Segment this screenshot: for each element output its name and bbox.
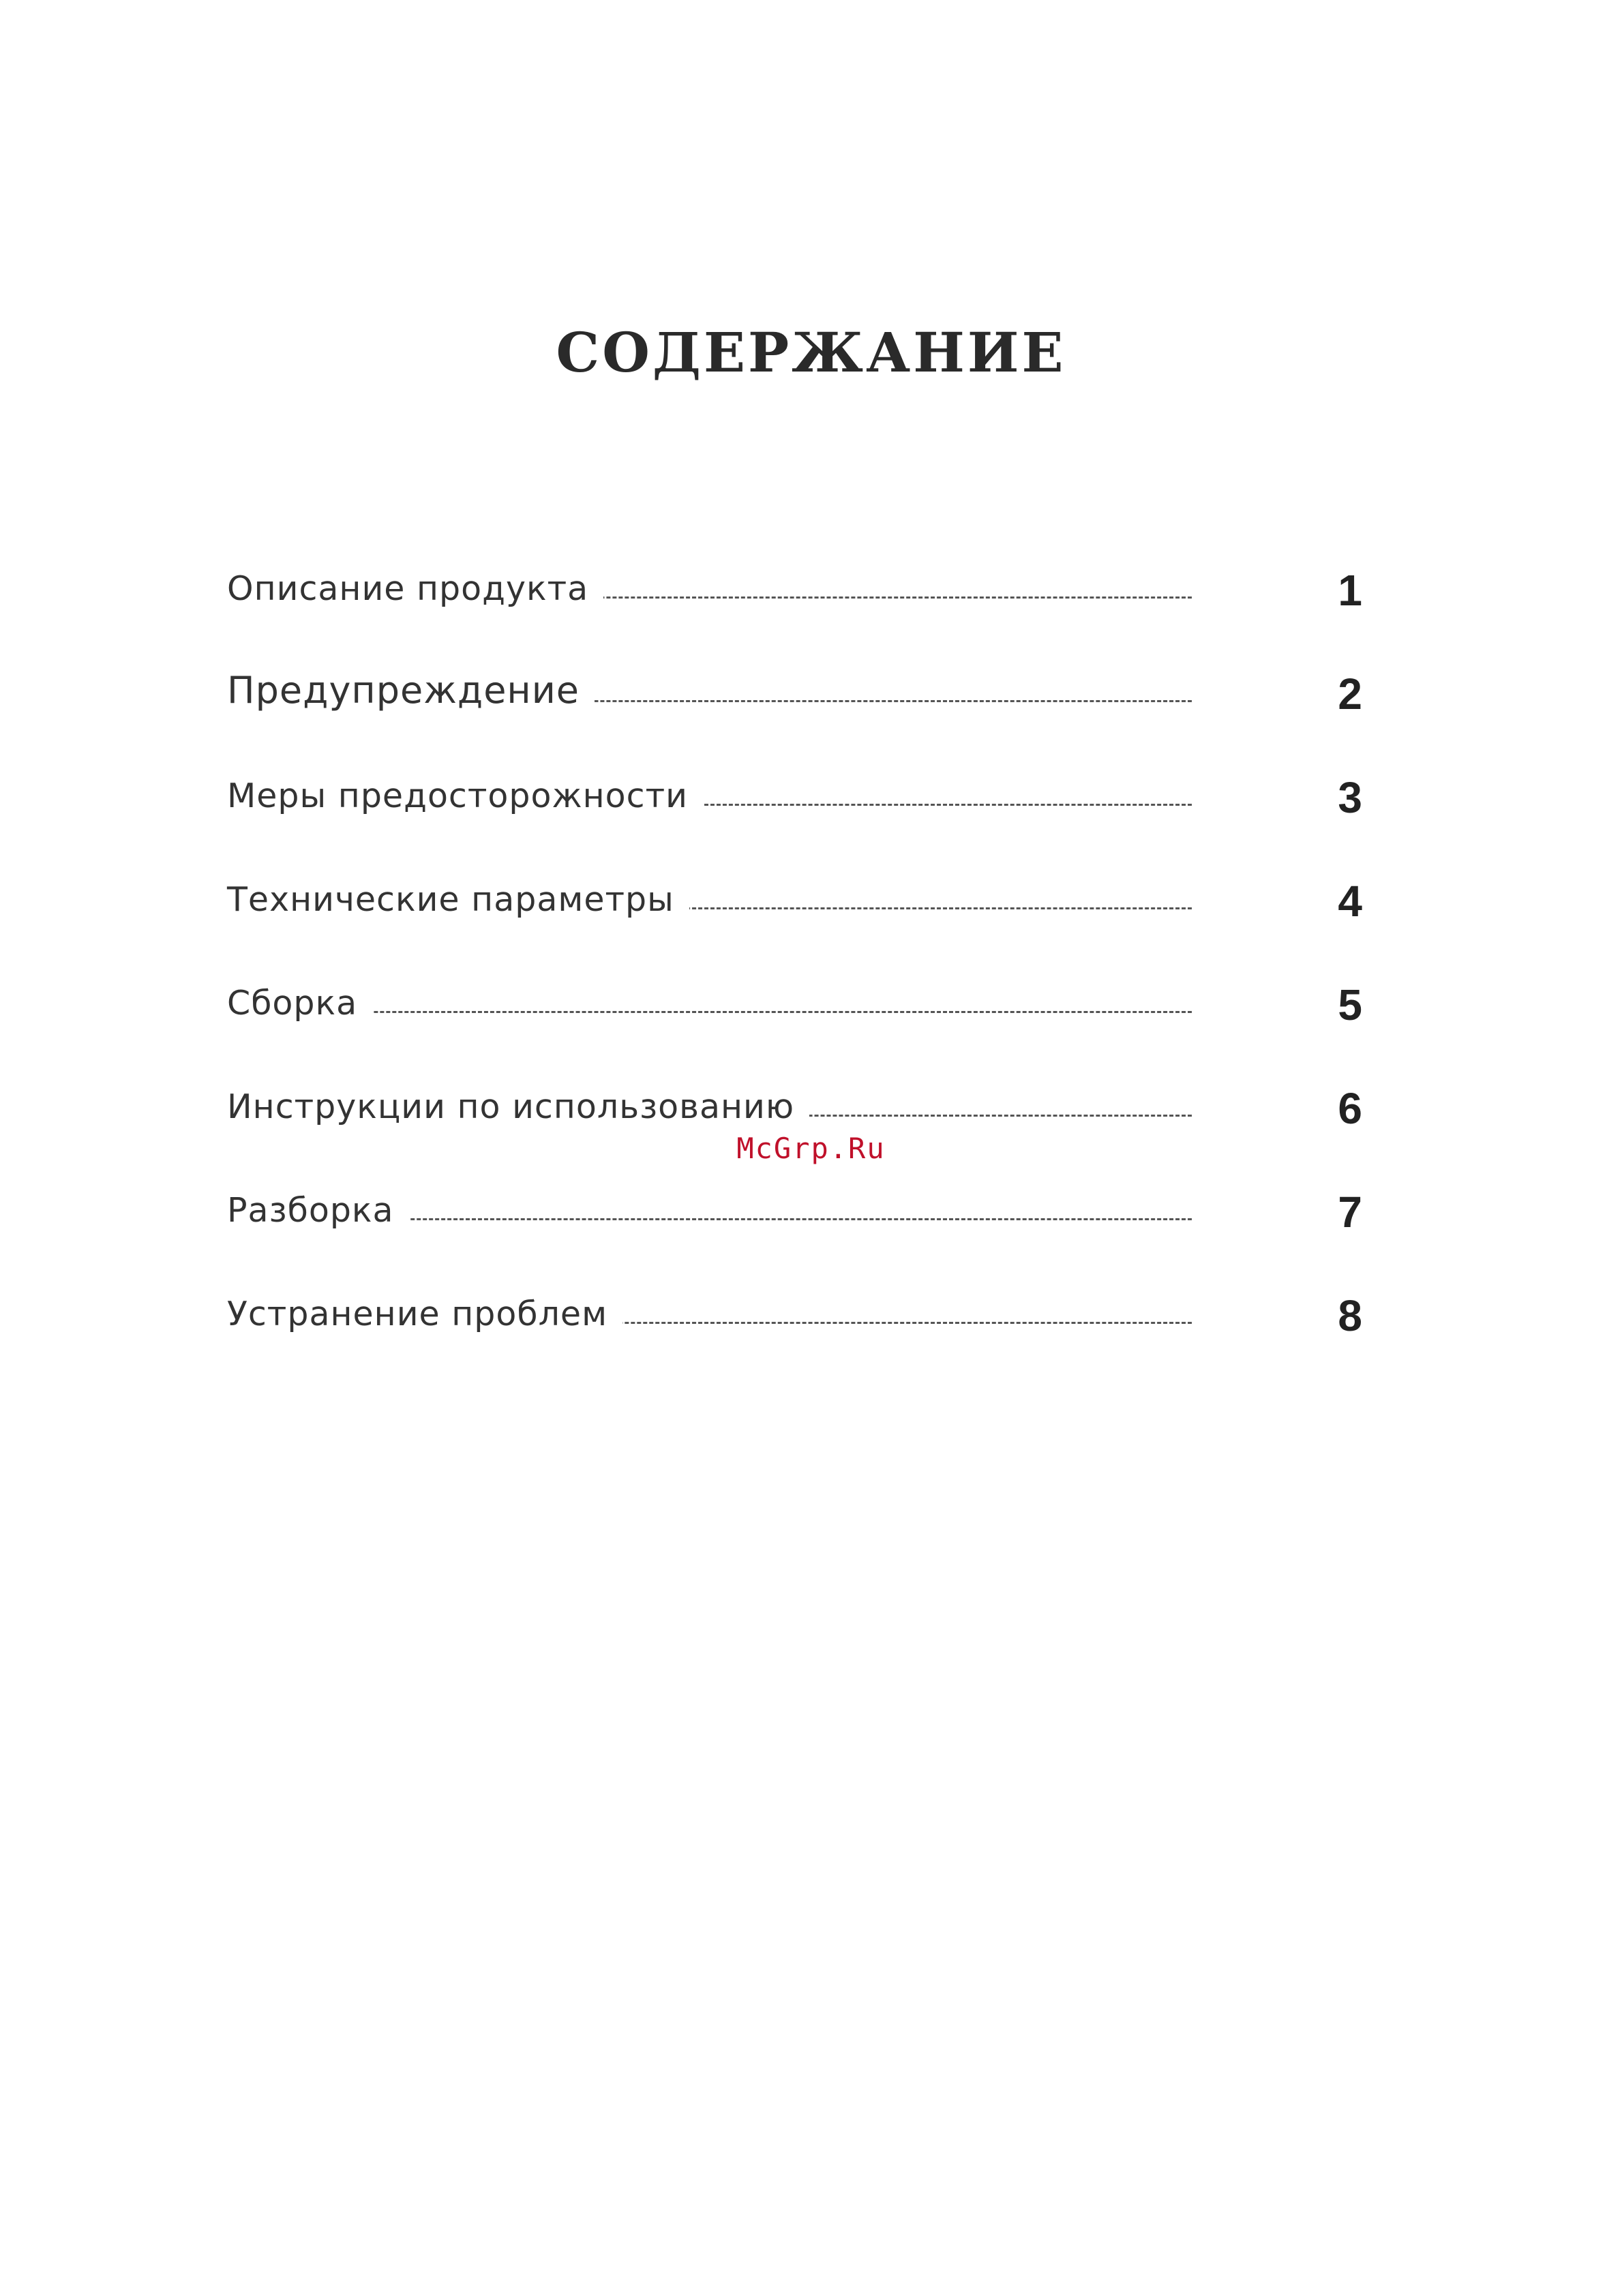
toc-entry-page-number: 1 <box>1338 566 1362 615</box>
toc-entry-page-number: 2 <box>1338 669 1362 719</box>
toc-entry-page-number: 3 <box>1338 773 1362 822</box>
toc-entry-technical-parameters[interactable] <box>227 856 1362 931</box>
toc-entry-label: Инструкции по использованию <box>227 1087 809 1126</box>
toc-entry-page-number: 5 <box>1338 980 1362 1029</box>
toc-entry-warning[interactable] <box>227 649 1362 724</box>
toc-entry-label: Технические параметры <box>227 880 689 919</box>
toc-entry-troubleshooting[interactable] <box>227 1271 1362 1346</box>
toc-entry-page-number: 8 <box>1338 1291 1362 1340</box>
toc-entry-label: Сборка <box>227 984 372 1023</box>
page-title: СОДЕРЖАНИЕ <box>556 320 1066 384</box>
toc-entry-label: Устранение проблем <box>227 1295 622 1333</box>
toc-entry-page-number: 7 <box>1338 1188 1362 1237</box>
toc-entry-label: Разборка <box>227 1191 409 1230</box>
toc-entry-label: Описание продукта <box>227 569 603 608</box>
toc-entry-product-description[interactable] <box>227 545 1362 620</box>
toc-entry-page-number: 4 <box>1338 877 1362 926</box>
watermark-text: McGrp.Ru <box>736 1132 886 1165</box>
toc-entry-precautions[interactable] <box>227 753 1362 828</box>
toc-entry-disassembly[interactable] <box>227 1167 1362 1242</box>
toc-entry-usage-instructions[interactable] <box>227 1063 1362 1138</box>
toc-entry-page-number: 6 <box>1338 1084 1362 1133</box>
toc-entry-label: Предупреждение <box>227 669 595 712</box>
toc-entry-label: Меры предосторожности <box>227 776 703 815</box>
toc-entry-assembly[interactable] <box>227 960 1362 1035</box>
